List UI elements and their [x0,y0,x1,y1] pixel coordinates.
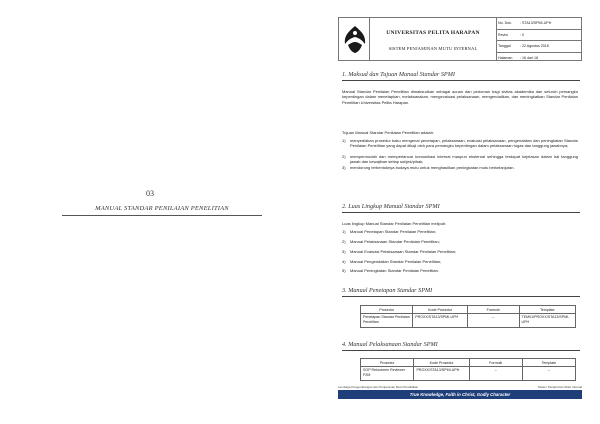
penetapan-table [360,305,576,328]
document-meta [496,18,582,63]
table-cell: – [522,367,575,381]
section-1-intro: Tujuan Manual Standar Penilaian Penelitian adalah: [342,130,434,135]
list-item [342,268,578,273]
meta-value: : STA13/SPMI-UPH [520,21,552,26]
column-header: Kode Prosedur [414,359,469,367]
meta-key: Revisi [498,32,508,37]
meta-row [496,41,582,53]
list-text: Manual Peningkatan Standar Penilaian Penelitian. [350,268,439,273]
meta-row [496,18,582,30]
meta-value: : 16 dari 18 [520,55,538,60]
list-number: 1) [342,229,346,234]
meta-value: : 22 Agustus 2018 [520,44,549,49]
section-4-title: 4. Manual Pelaksanaan Standar SPMI [342,341,580,351]
pelaksanaan-table [360,358,576,381]
list-text: Manual Penetapan Standar Penilaian Penelitian; [350,229,437,234]
section-1-title: 1. Maksud dan Tujuan Manual Standar SPMI [342,71,580,81]
section-1-paragraph: Manual Standar Penilaian Penelitian dimaksudkan sebagai acuan dan pedoman bagi sivitas akademika dan seluruh pemangku kepentingan dalam menetapkan, melaksanakan, mengevaluasi pelaksanaan, mengendalikan, dan meningkatkan Standar Penilaian Penelitian Universitas Pelita Harapan. [342,89,578,105]
list-text: mempermudah dan memperlancar komunikasi internal maupun eksternal sehingga terdapat kejelasan dalam hal tanggung jawab dan kewajiban setiap subjek/pihak; [350,154,578,165]
meta-row [496,53,582,64]
column-header: Prosedur [361,359,414,367]
list-item [342,138,578,149]
table-cell: TEM01/PROXX/STA13/SPMI-UPH [519,314,575,328]
chapter-title: MANUAL STANDAR PENILAIAN PENELITIAN [62,205,262,216]
column-header: Template [519,306,575,314]
section-2-intro: Luas lingkup Manual Standar Penilaian Penelitian meliputi: [342,221,447,226]
table-header-row [361,359,576,367]
table-row [361,314,576,328]
column-header: Kode Prosedur [413,306,468,314]
column-header: Formulir [467,306,519,314]
right-page [338,17,582,409]
list-text: mendorong terbentuknya budaya mutu untuk menghasilkan peningkatan mutu berkelanjutan. [350,165,515,170]
header-title-block [369,18,497,60]
list-number: 3) [342,165,346,170]
meta-key: Tanggal [498,44,511,49]
list-item [342,229,578,234]
column-header: Formulir [469,359,522,367]
chapter-number: 03 [146,189,154,198]
meta-key: No. Dok. [498,21,512,26]
list-item [342,239,578,244]
table-cell: SOP Rekrutmen Reviewer P2M [361,367,414,381]
list-text: menyediakan prosedur baku mengenai penetapan, pelaksanaan, evaluasi pelaksanaan, pengendalian dan peningkatan Standar Penilaian Penelitian yang dapat dikaji oleh para pemangku kepentingan dalam pelaksanaan tugas dan tanggung jawabnya; [350,138,578,149]
list-number: 3) [342,249,346,254]
table-header-row [361,306,576,314]
list-item [342,259,578,264]
table-cell: – [469,367,522,381]
university-name: UNIVERSITAS PELITA HARAPAN [386,30,480,36]
table-cell: Penetapan Standar Penilaian Penelitian [361,314,413,328]
table-cell: PROXX/STA13/SPMI-UPH [414,367,469,381]
meta-row [496,30,582,42]
list-number: 1) [342,138,346,143]
section-2-title: 2. Luas Lingkup Manual Standar SPMI [342,203,580,213]
list-number: 4) [342,259,346,264]
university-seal-icon [342,24,368,54]
document-header [338,17,582,61]
meta-key: Halaman [498,55,513,60]
list-item [342,249,578,254]
list-item [342,165,578,170]
footer-motto-bar: True Knowledge, Faith in Christ, Godly Character [338,390,582,399]
list-number: 5) [342,268,346,273]
column-header: Template [522,359,575,367]
footer-labels [338,385,582,389]
list-text: Manual Pelaksanaan Standar Penilaian Penelitian; [350,239,440,244]
column-header: Prosedur [361,306,413,314]
list-number: 2) [342,154,346,159]
table-cell: PROXX/STA13/SPMI-UPH [413,314,468,328]
list-number: 2) [342,239,346,244]
table-row [361,367,576,381]
table-cell: – [467,314,519,328]
list-text: Manual Pengendalian Standar Penilaian Penelitian; [350,259,442,264]
footer-left-label: Lembaga Pengembangan dan Penjaminan Mutu Pendidikan [338,385,419,389]
section-3-title: 3. Manual Penetapan Standar SPMI [342,287,580,297]
system-name: SISTEM PENJAMINAN MUTU INTERNAL [388,46,478,51]
footer-right-label: Sistem Penjaminan Mutu Internal [537,385,582,389]
list-text: Manual Evaluasi Pelaksanaan Standar Penilaian Penelitian; [350,249,457,254]
meta-value: : 0 [520,32,524,37]
list-item [342,154,578,165]
